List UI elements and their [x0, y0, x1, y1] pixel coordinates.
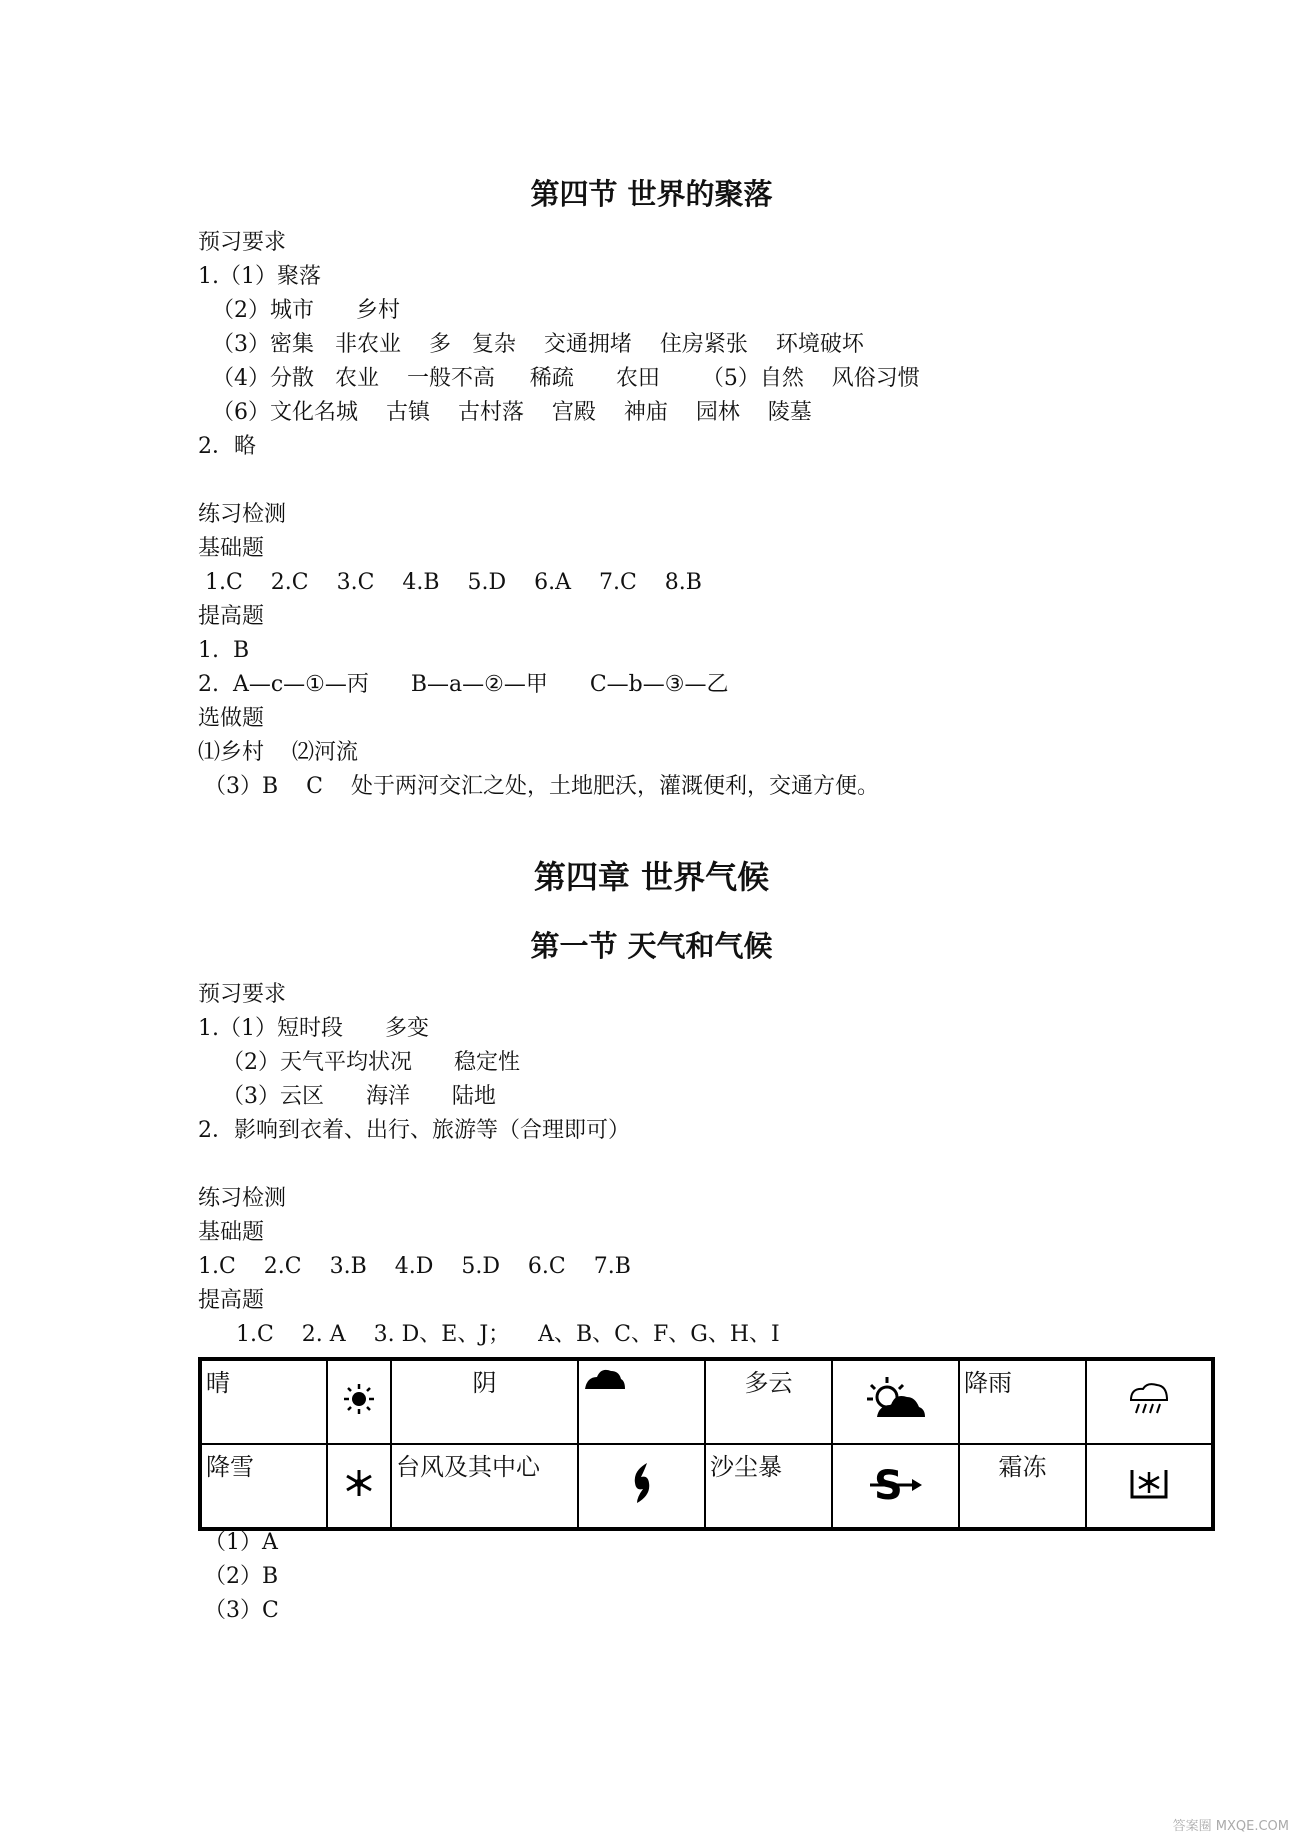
practice-heading: 练习检测	[198, 1186, 287, 1211]
weather-label: 晴	[200, 1359, 327, 1444]
answer-line: 1.（1）短时段 多变	[198, 1016, 429, 1041]
preview-heading: 预习要求	[198, 230, 287, 255]
frost-icon	[1086, 1444, 1213, 1529]
answer-line: （3）B C 处于两河交汇之处，土地肥沃，灌溉便利，交通方便。	[204, 774, 879, 799]
weather-label: 降雨	[959, 1359, 1086, 1444]
answer-line: （3）云区 海洋 陆地	[222, 1084, 496, 1109]
weather-label: 多云	[705, 1359, 832, 1444]
answer-line: 1.（1）聚落	[198, 264, 321, 289]
table-row	[200, 1444, 1213, 1529]
answer-line: ⑴乡村 ⑵河流	[198, 740, 358, 765]
basic-answers: 1.C 2.C 3.C 4.B 5.D 6.A 7.C 8.B	[198, 570, 702, 595]
rain-icon	[1086, 1359, 1213, 1444]
answer-line: 2．影响到衣着、出行、旅游等（合理即可）	[198, 1118, 630, 1143]
basic-heading: 基础题	[198, 536, 265, 561]
answer-line: （2）天气平均状况 稳定性	[222, 1050, 520, 1075]
answer-line: （3）密集 非农业 多 复杂 交通拥堵 住房紧张 环境破坏	[212, 332, 864, 357]
section-title: 第一节 天气和气候	[530, 929, 773, 963]
chapter-title: 第四章 世界气候	[533, 858, 770, 896]
preview-heading: 预习要求	[198, 982, 287, 1007]
partly-cloudy-icon	[832, 1359, 959, 1444]
snow-icon	[327, 1444, 391, 1529]
basic-heading: 基础题	[198, 1220, 265, 1245]
practice-heading: 练习检测	[198, 502, 287, 527]
optional-heading: 选做题	[198, 706, 265, 731]
svg-text:S: S	[873, 1463, 903, 1505]
table-row	[200, 1359, 1213, 1444]
answer-line: （1）A	[204, 1530, 278, 1555]
weather-label: 台风及其中心	[391, 1444, 578, 1529]
answer-line: （3）C	[204, 1598, 279, 1623]
weather-label: 霜冻	[959, 1444, 1086, 1529]
advanced-heading: 提高题	[198, 604, 265, 629]
weather-label: 降雪	[200, 1444, 327, 1529]
section-title: 第四节 世界的聚落	[530, 177, 773, 211]
answer-line: 2. A—c—①—丙 B—a—②—甲 C—b—③—乙	[198, 672, 729, 697]
weather-symbol-table	[198, 1357, 1215, 1531]
watermark: 答案圈 MXQE.COM	[1172, 1819, 1289, 1834]
typhoon-icon	[578, 1444, 705, 1529]
advanced-answers: 1.C 2. A 3. D、E、J； A、B、C、F、G、H、I	[236, 1322, 780, 1347]
answer-line: （2）B	[204, 1564, 279, 1589]
weather-label: 沙尘暴	[705, 1444, 832, 1529]
answer-line: 2．略	[198, 434, 256, 459]
basic-answers: 1.C 2.C 3.B 4.D 5.D 6.C 7.B	[198, 1254, 631, 1279]
advanced-heading: 提高题	[198, 1288, 265, 1313]
sandstorm-icon	[832, 1444, 959, 1529]
answer-line: （6）文化名城 古镇 古村落 宫殿 神庙 园林 陵墓	[212, 400, 812, 425]
weather-label: 阴	[391, 1359, 578, 1444]
answer-line: （2）城市 乡村	[212, 298, 400, 323]
overcast-icon	[578, 1359, 705, 1444]
answer-line: （4）分散 农业 一般不高 稀疏 农田 （5）自然 风俗习惯	[212, 366, 920, 391]
answer-line: 1. B	[198, 638, 250, 663]
sun-icon	[327, 1359, 391, 1444]
